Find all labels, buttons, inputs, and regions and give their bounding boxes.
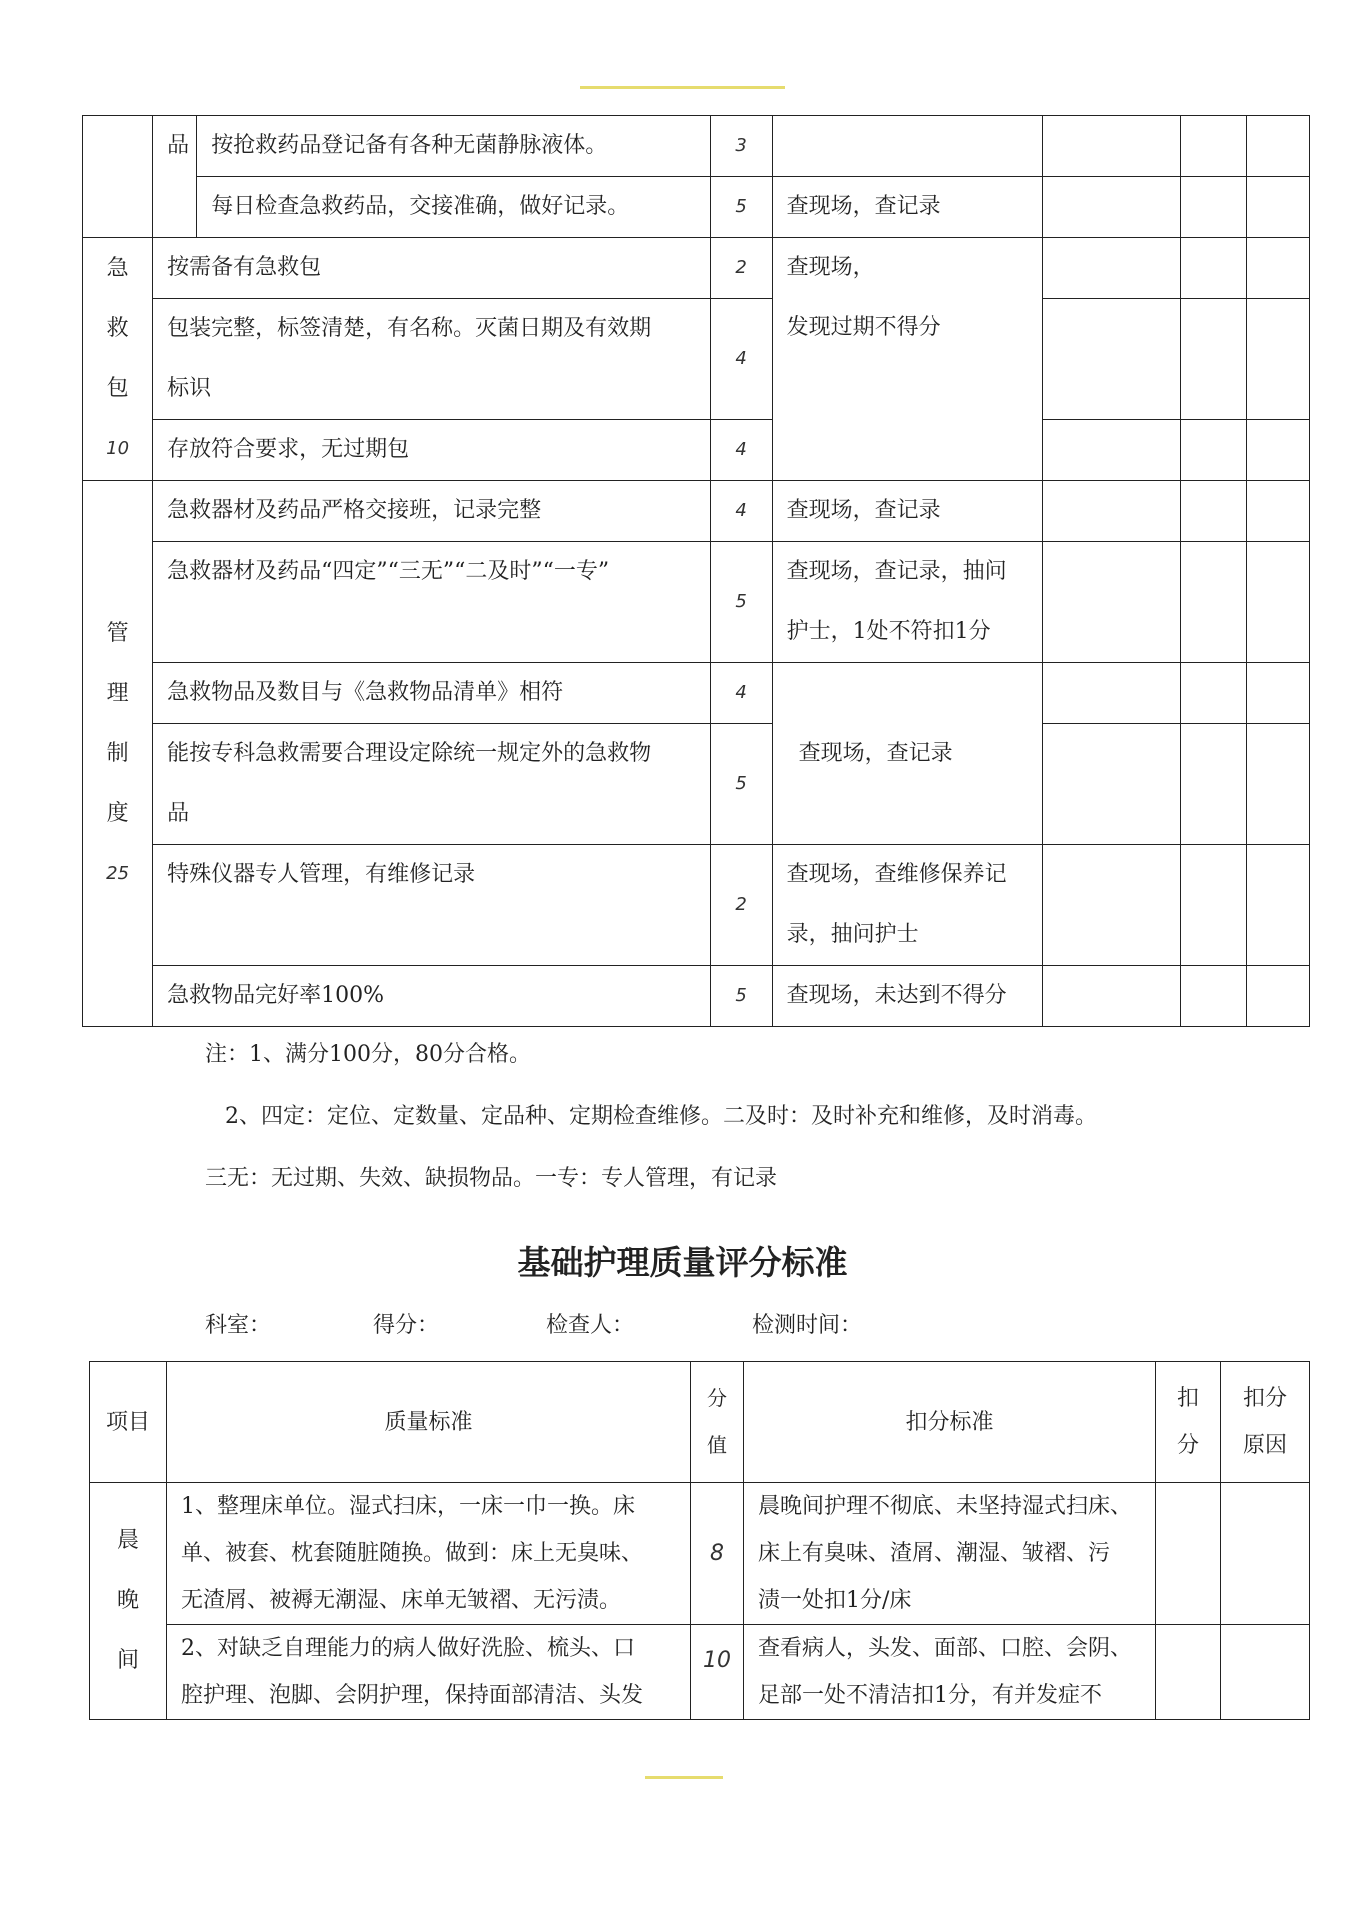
header-score: 分 值 xyxy=(691,1362,744,1483)
note-3: 三无：无过期、失效、缺损物品。一专：专人管理，有记录 xyxy=(205,1166,778,1191)
footer-decoration xyxy=(645,1776,723,1779)
check-cell: 查现场，查记录 xyxy=(772,177,1043,238)
category-emergency-kit: 急 救 包 10 xyxy=(83,238,153,481)
item-fragment: 品 xyxy=(153,116,197,177)
header-decoration xyxy=(580,86,785,89)
score-cell: 4 xyxy=(710,481,772,542)
meta-time: 检测时间： xyxy=(752,1313,863,1338)
score-cell: 2 xyxy=(710,845,772,966)
blank-cell xyxy=(1246,420,1309,481)
notes xyxy=(205,1024,1097,1210)
blank-cell xyxy=(1246,966,1309,1027)
note-2: 2、四定：定位、定数量、定品种、定期检查维修。二及时：及时补充和维修，及时消毒。 xyxy=(225,1104,1098,1129)
blank-cell xyxy=(1180,542,1246,663)
blank-cell xyxy=(1246,238,1309,299)
item-fragment-cont xyxy=(153,177,197,238)
check-cell: 查现场， 发现过期不得分 xyxy=(772,238,1043,481)
standard-cell: 急救物品完好率100% xyxy=(153,966,710,1027)
blank-cell xyxy=(1043,177,1180,238)
standard-cell: 急救物品及数目与《急救物品清单》相符 xyxy=(153,663,710,724)
blank-cell xyxy=(1180,481,1246,542)
blank-cell xyxy=(1043,116,1180,177)
score-cell: 5 xyxy=(710,724,772,845)
category-morning-evening: 晨 晚 间 xyxy=(90,1483,167,1720)
standard-cell: 按需备有急救包 xyxy=(153,238,710,299)
blank-cell xyxy=(1221,1625,1310,1720)
blank-cell xyxy=(1180,420,1246,481)
blank-cell xyxy=(1156,1483,1221,1625)
note-1: 注：1、满分100分，80分合格。 xyxy=(205,1042,531,1067)
score-cell: 8 xyxy=(691,1483,744,1625)
blank-cell xyxy=(1246,724,1309,845)
check-cell: 查现场，未达到不得分 xyxy=(772,966,1043,1027)
blank-cell xyxy=(1043,420,1180,481)
score-cell: 4 xyxy=(710,663,772,724)
check-cell: 查现场，查记录 xyxy=(772,663,1043,845)
header-reason: 扣分 原因 xyxy=(1221,1362,1310,1483)
standard-cell: 每日检查急救药品，交接准确，做好记录。 xyxy=(197,177,710,238)
blank-cell xyxy=(1246,299,1309,420)
blank-cell xyxy=(1246,116,1309,177)
blank-cell xyxy=(1221,1483,1310,1625)
score-cell: 4 xyxy=(710,420,772,481)
blank-cell xyxy=(1180,238,1246,299)
standard-cell: 按抢救药品登记备有各种无菌静脉液体。 xyxy=(197,116,710,177)
deduction-cell: 晨晚间护理不彻底、未坚持湿式扫床、 床上有臭味、渣屑、潮湿、皱褶、污 渍一处扣1分/床 xyxy=(744,1483,1156,1625)
blank-cell xyxy=(1156,1625,1221,1720)
header-deduction: 扣分标准 xyxy=(744,1362,1156,1483)
blank-cell xyxy=(1246,845,1309,966)
header-item: 项目 xyxy=(90,1362,167,1483)
score-cell: 5 xyxy=(710,966,772,1027)
category-management: 管 理 制 度 25 xyxy=(83,481,153,1027)
check-cell: 查现场，查记录，抽问 护士，1处不符扣1分 xyxy=(772,542,1043,663)
standard-cell: 急救器材及药品“四定”“三无”“二及时”“一专” xyxy=(153,542,710,663)
deduction-cell: 查看病人，头发、面部、口腔、会阴、 足部一处不清洁扣1分，有并发症不 xyxy=(744,1625,1156,1720)
header-standard: 质量标准 xyxy=(167,1362,691,1483)
emergency-items-table xyxy=(82,115,1310,1027)
header-points: 扣 分 xyxy=(1156,1362,1221,1483)
meta-score: 得分： xyxy=(373,1313,440,1338)
standard-cell: 2、对缺乏自理能力的病人做好洗脸、梳头、口 腔护理、泡脚、会阴护理，保持面部清洁、头发 xyxy=(167,1625,691,1720)
blank-cell xyxy=(1043,724,1180,845)
blank-cell xyxy=(1180,299,1246,420)
blank-cell xyxy=(1180,116,1246,177)
standard-cell: 特殊仪器专人管理，有维修记录 xyxy=(153,845,710,966)
blank-cell xyxy=(1246,177,1309,238)
standard-cell: 包装完整，标签清楚，有名称。灭菌日期及有效期 标识 xyxy=(153,299,710,420)
standard-cell: 存放符合要求，无过期包 xyxy=(153,420,710,481)
page-title: 基础护理质量评分标准 xyxy=(517,1243,848,1282)
blank-cell xyxy=(1180,845,1246,966)
standard-cell: 能按专科急救需要合理设定除统一规定外的急救物 品 xyxy=(153,724,710,845)
score-cell: 5 xyxy=(710,177,772,238)
blank-cell xyxy=(1246,481,1309,542)
blank-cell xyxy=(1043,238,1180,299)
score-cell: 2 xyxy=(710,238,772,299)
blank-cell xyxy=(1180,966,1246,1027)
score-cell: 4 xyxy=(710,299,772,420)
blank-cell xyxy=(1246,542,1309,663)
basic-nursing-table xyxy=(89,1361,1310,1720)
blank-cell xyxy=(1043,966,1180,1027)
blank-cell xyxy=(1180,663,1246,724)
score-cell: 3 xyxy=(710,116,772,177)
standard-cell: 1、整理床单位。湿式扫床，一床一巾一换。床 单、被套、枕套随脏随换。做到：床上无臭味、 无渣屑、被褥无潮湿、床单无皱褶、无污渍。 xyxy=(167,1483,691,1625)
category-cell-empty xyxy=(83,116,153,238)
check-cell: 查现场，查维修保养记 录，抽问护士 xyxy=(772,845,1043,966)
blank-cell xyxy=(1180,724,1246,845)
blank-cell xyxy=(1246,663,1309,724)
blank-cell xyxy=(1043,481,1180,542)
score-cell: 10 xyxy=(691,1625,744,1720)
meta-inspector: 检查人： xyxy=(546,1313,635,1338)
meta-dept: 科室： xyxy=(205,1313,272,1338)
check-cell xyxy=(772,116,1043,177)
blank-cell xyxy=(1043,299,1180,420)
blank-cell xyxy=(1043,542,1180,663)
blank-cell xyxy=(1043,663,1180,724)
standard-cell: 急救器材及药品严格交接班，记录完整 xyxy=(153,481,710,542)
blank-cell xyxy=(1043,845,1180,966)
check-cell: 查现场，查记录 xyxy=(772,481,1043,542)
blank-cell xyxy=(1180,177,1246,238)
score-cell: 5 xyxy=(710,542,772,663)
